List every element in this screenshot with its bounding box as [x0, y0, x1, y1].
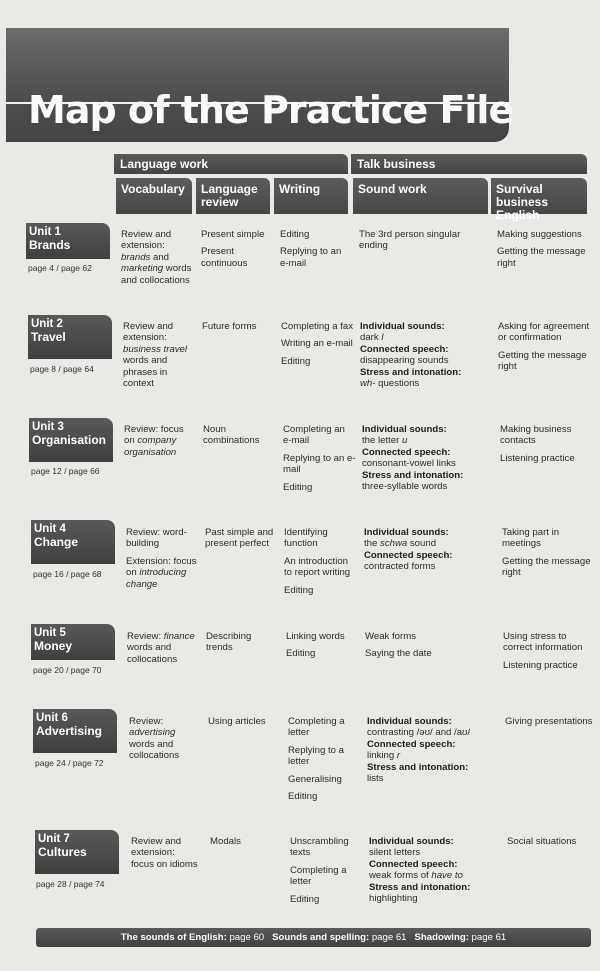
u4-v-l1: Review: word-	[126, 527, 187, 538]
unit-1-pages: page 4 / page 62	[28, 263, 92, 273]
unit-7-pages: page 28 / page 74	[36, 879, 105, 889]
unit-6-label	[33, 709, 117, 753]
u3-s-t3: three-syllable words	[362, 481, 448, 493]
u6-s-t2	[367, 750, 501, 761]
u2-v-l2: extension:	[123, 332, 167, 344]
col-vocabulary	[116, 178, 192, 214]
u3-w-b1: Replying to an e-	[283, 452, 356, 464]
u7-l-a: Modals	[210, 836, 241, 847]
u4-w-c: Editing	[284, 584, 314, 596]
u3-v-l2	[124, 435, 200, 446]
u3-v-l2b: company	[137, 435, 177, 447]
u3-s-h2: Connected speech:	[362, 446, 451, 458]
u4-v-l5	[126, 579, 202, 590]
u7-v-l2: extension:	[131, 847, 175, 859]
unit-5-name: Money	[34, 639, 73, 653]
unit-6-survival	[505, 716, 597, 727]
u1-s-l2: ending	[359, 240, 388, 252]
u6-e-a: Giving presentations	[505, 716, 593, 727]
col-writing-label: Writing	[279, 182, 321, 196]
unit-1-label	[26, 223, 110, 259]
u1-s-l1: The 3rd person singular	[359, 229, 461, 240]
u2-s-t1b: l	[381, 332, 384, 344]
u1-v-l4b: words	[163, 263, 192, 275]
u6-s-t3: lists	[367, 773, 384, 785]
col-language-review	[196, 178, 270, 214]
unit-1-vocabulary	[121, 229, 197, 286]
u2-s-h3: Stress and intonation:	[360, 366, 462, 378]
u6-w-b2: letter	[288, 756, 310, 768]
u3-e-a1: Making business	[500, 424, 572, 435]
u3-s-h3: Stress and intonation:	[362, 469, 464, 481]
col-survival-l1: Survival business	[496, 182, 549, 209]
u6-s-t2b: r	[396, 750, 401, 762]
unit-2-label	[28, 315, 112, 359]
col-writing	[274, 178, 348, 214]
u1-v-l5: and collocations	[121, 274, 190, 286]
u6-s-h1: Individual sounds:	[367, 716, 452, 727]
band-talk-business: Talk business	[351, 154, 587, 174]
u1-l-a: Present simple	[201, 229, 265, 240]
unit-4-pages: page 16 / page 68	[33, 569, 102, 579]
u4-s-t1c: sound	[407, 538, 437, 550]
u4-w-b2: to report writing	[284, 567, 351, 579]
u7-s-t2	[369, 870, 501, 881]
u5-l-a2: trends	[206, 642, 233, 654]
unit-4-name: Change	[34, 535, 79, 549]
unit-3-pages: page 12 / page 66	[31, 466, 100, 476]
band-language-work: Language work	[114, 154, 348, 174]
u2-e-a1: Asking for agreement	[498, 321, 590, 332]
u4-e-b1: Getting the message	[502, 555, 591, 567]
u5-w-a: Linking words	[286, 631, 345, 642]
col-language-review-l2: review	[201, 195, 239, 209]
u5-e-b: Listening practice	[503, 659, 578, 671]
unit-1-number: Unit 1	[29, 226, 61, 238]
u5-w-b: Editing	[286, 648, 316, 660]
u5-v-l1	[127, 631, 203, 642]
u4-l-a1: Past simple and	[205, 527, 274, 538]
unit-4-label	[31, 520, 115, 564]
unit-7-label	[35, 830, 119, 874]
u2-w-b: Writing an e-mail	[281, 338, 353, 350]
u2-v-l1: Review and	[123, 321, 174, 332]
u3-s-t1	[362, 435, 494, 446]
u7-w-a1: Unscrambling	[290, 836, 349, 847]
u4-s-h2: Connected speech:	[364, 549, 453, 561]
u1-w-a: Editing	[280, 229, 310, 240]
u3-w-a1: Completing an	[283, 424, 345, 435]
u4-l-a2: present perfect	[205, 538, 269, 550]
u2-l-a: Future forms	[202, 321, 257, 332]
u7-v-l3: focus on idioms	[131, 858, 198, 870]
unit-1-writing	[280, 229, 352, 269]
u2-s-t3a: wh-	[360, 378, 376, 390]
unit-4-writing	[284, 527, 360, 596]
unit-3-writing	[283, 424, 356, 493]
footer-shadowing: Shadowing:	[414, 932, 469, 943]
unit-6-writing	[288, 716, 364, 802]
unit-2-language	[202, 321, 274, 332]
u7-s-h3: Stress and intonation:	[369, 881, 471, 893]
u2-e-b2: right	[498, 361, 517, 373]
u5-l-a1: Describing	[206, 631, 252, 642]
unit-7-sound	[369, 836, 501, 904]
unit-4-survival	[502, 527, 595, 579]
unit-5-number: Unit 5	[34, 627, 66, 639]
u1-e-a: Making suggestions	[497, 229, 582, 240]
u5-v-l2: words and	[127, 642, 172, 654]
u2-s-h2: Connected speech:	[360, 343, 449, 355]
unit-4-number: Unit 4	[34, 523, 66, 535]
u2-s-t1	[360, 332, 492, 343]
u2-s-h1: Individual sounds:	[360, 321, 445, 332]
u5-v-l1a: Review:	[127, 631, 164, 642]
u4-s-t1a: the	[364, 538, 381, 550]
unit-2-number: Unit 2	[31, 318, 63, 330]
col-vocabulary-label: Vocabulary	[121, 182, 185, 196]
unit-6-sound	[367, 716, 501, 784]
unit-4-language	[205, 527, 281, 550]
unit-1-survival	[497, 229, 593, 269]
u3-s-t2: consonant-vowel links	[362, 458, 456, 470]
u6-w-b1: Replying to a	[288, 744, 344, 756]
u1-l-b2: continuous	[201, 257, 248, 269]
u6-v-l4: collocations	[129, 750, 180, 762]
u7-w-c: Editing	[290, 893, 320, 905]
u5-v-l3: collocations	[127, 653, 178, 665]
unit-6-name: Advertising	[36, 724, 103, 738]
unit-2-sound	[360, 321, 492, 389]
u4-v-l2: building	[126, 538, 160, 550]
u4-w-a1: Identifying	[284, 527, 328, 538]
u3-l-a2: combinations	[203, 435, 260, 447]
u3-v-l2a: on	[124, 435, 138, 447]
unit-2-writing	[281, 321, 355, 367]
unit-7-survival	[507, 836, 597, 847]
unit-7-vocabulary	[131, 836, 207, 870]
col-survival-l2: English	[496, 208, 540, 222]
u3-s-h1: Individual sounds:	[362, 424, 447, 435]
u3-s-t1b: u	[402, 435, 408, 447]
unit-1-name: Brands	[29, 238, 71, 252]
u1-v-l4	[121, 263, 197, 274]
u6-w-a2: letter	[288, 727, 310, 739]
page-title: Map of the Practice File	[28, 88, 514, 132]
u2-s-t1a: dark	[360, 332, 382, 344]
footer-shadowing-page: page 61	[468, 932, 507, 943]
u6-s-t2a: linking	[367, 750, 397, 762]
unit-6-language	[208, 716, 284, 727]
col-survival-english	[491, 178, 587, 222]
u2-v-l4: words and	[123, 355, 168, 367]
unit-2-vocabulary	[123, 321, 199, 389]
u1-v-l2: extension:	[121, 240, 165, 252]
u6-s-t1: contrasting /əʊ/ and /aʊ/	[367, 727, 471, 739]
u2-v-l6: context	[123, 378, 154, 390]
u1-v-l3b: and	[150, 251, 170, 263]
u4-e-a1: Taking part in	[502, 527, 560, 538]
unit-1-sound	[359, 229, 491, 252]
u6-w-a1: Completing a	[288, 716, 345, 727]
u1-v-l1: Review and	[121, 229, 172, 240]
u7-s-h2: Connected speech:	[369, 858, 458, 870]
u4-s-t1	[364, 538, 496, 549]
u4-e-a2: meetings	[502, 538, 541, 550]
u3-v-l3-i: organisation	[124, 446, 177, 458]
u2-v-l3-i: business travel	[123, 343, 187, 355]
unit-3-language	[203, 424, 275, 447]
col-language-review-l1: Language	[201, 182, 258, 196]
u7-w-b2: letter	[290, 876, 312, 888]
u4-s-h1: Individual sounds:	[364, 527, 449, 538]
unit-3-label	[29, 418, 113, 462]
u6-w-c: Generalising	[288, 773, 342, 785]
unit-5-vocabulary	[127, 631, 203, 665]
footer-sounds-spelling-page: page 61	[369, 932, 407, 943]
unit-2-name: Travel	[31, 330, 66, 344]
u1-e-b1: Getting the message	[497, 246, 586, 258]
unit-3-number: Unit 3	[32, 421, 64, 433]
u7-s-h1: Individual sounds:	[369, 836, 454, 847]
u4-v-l4b: introducing	[139, 567, 187, 579]
u2-v-l3	[123, 344, 199, 355]
unit-5-language	[206, 631, 282, 654]
unit-5-survival	[503, 631, 596, 671]
u2-w-c: Editing	[281, 355, 311, 367]
col-sound-work	[353, 178, 488, 214]
u5-s-b: Saying the date	[365, 648, 432, 660]
u3-w-c: Editing	[283, 481, 313, 493]
unit-1-language	[201, 229, 273, 269]
u1-v-l3	[121, 252, 197, 263]
unit-3-name: Organisation	[32, 433, 107, 447]
unit-2-survival	[498, 321, 595, 373]
unit-7-number: Unit 7	[38, 833, 70, 845]
u6-v-l2	[129, 727, 205, 738]
u7-w-b1: Completing a	[290, 864, 347, 876]
unit-2-pages: page 8 / page 64	[30, 364, 94, 374]
col-sound-work-label: Sound work	[358, 182, 427, 196]
u4-s-t1b: schwa	[380, 538, 408, 550]
u4-v-l4a: on	[126, 567, 140, 579]
u3-w-a2: e-mail	[283, 435, 310, 447]
u2-w-a: Completing a fax	[281, 321, 353, 332]
unit-5-writing	[286, 631, 362, 660]
unit-3-vocabulary	[124, 424, 200, 458]
u7-s-t1: silent letters	[369, 847, 421, 859]
u3-s-t1a: the letter	[362, 435, 402, 447]
u4-w-b1: An introduction	[284, 555, 348, 567]
u7-s-t3: highlighting	[369, 893, 418, 905]
u1-w-b2: e-mail	[280, 257, 307, 269]
u7-s-t2b: have to	[431, 870, 463, 882]
footer-bar	[36, 928, 591, 947]
u6-v-l2-i: advertising	[129, 727, 176, 739]
u7-v-l1: Review and	[131, 836, 182, 847]
u1-w-b1: Replying to an	[280, 246, 342, 258]
u4-v-l4	[126, 567, 202, 578]
u3-w-b2: mail	[283, 464, 301, 476]
u7-s-t2a: weak forms of	[369, 870, 432, 882]
u7-e-a: Social situations	[507, 836, 577, 847]
u4-w-a2: function	[284, 538, 318, 550]
u2-v-l5: phrases in	[123, 366, 168, 378]
unit-4-vocabulary	[126, 527, 202, 590]
unit-3-sound	[362, 424, 494, 492]
u1-l-b1: Present	[201, 246, 235, 258]
unit-7-name: Cultures	[38, 845, 87, 859]
u6-s-h3: Stress and intonation:	[367, 761, 469, 773]
u3-v-l1: Review: focus	[124, 424, 184, 435]
u3-v-l3	[124, 447, 200, 458]
unit-5-sound	[365, 631, 497, 660]
u2-e-b1: Getting the message	[498, 349, 587, 361]
u4-s-t2: contracted forms	[364, 561, 436, 573]
u2-s-t3b: questions	[375, 378, 420, 390]
footer-sounds-english: The sounds of English:	[120, 932, 227, 943]
u1-v-l4a: marketing	[121, 263, 164, 275]
u1-e-b2: right	[497, 257, 516, 269]
unit-6-pages: page 24 / page 72	[35, 758, 104, 768]
u6-w-d: Editing	[288, 791, 318, 803]
unit-3-survival	[500, 424, 595, 464]
unit-6-number: Unit 6	[36, 712, 68, 724]
footer-sounds-english-page: page 60	[226, 932, 265, 943]
unit-7-language	[210, 836, 286, 847]
u3-l-a1: Noun	[203, 424, 226, 435]
u2-e-a2: or confirmation	[498, 332, 562, 344]
u6-s-h2: Connected speech:	[367, 738, 456, 750]
u5-e-a1: Using stress to	[503, 631, 567, 642]
u7-w-a2: texts	[290, 847, 311, 859]
u5-s-a: Weak forms	[365, 631, 416, 642]
unit-5-pages: page 20 / page 70	[33, 665, 102, 675]
u4-e-b2: right	[502, 567, 521, 579]
u5-v-l1b: finance	[163, 631, 195, 642]
u4-v-l5-i: change	[126, 578, 158, 590]
u6-v-l3: words and	[129, 738, 174, 750]
u3-e-b: Listening practice	[500, 452, 575, 464]
u3-e-a2: contacts	[500, 435, 536, 447]
u1-v-l3a: brands	[121, 251, 151, 263]
u2-s-t3	[360, 378, 492, 389]
unit-4-sound	[364, 527, 496, 573]
u5-e-a2: correct information	[503, 642, 583, 654]
u4-v-l3: Extension: focus	[126, 555, 197, 567]
title-banner	[6, 28, 514, 142]
unit-7-writing	[290, 836, 366, 905]
unit-5-label	[31, 624, 115, 660]
u6-l-a: Using articles	[208, 716, 266, 727]
u2-s-t2: disappearing sounds	[360, 355, 449, 367]
footer-sounds-spelling: Sounds and spelling:	[272, 932, 370, 943]
unit-6-vocabulary	[129, 716, 205, 762]
u6-v-l1: Review:	[129, 716, 164, 727]
